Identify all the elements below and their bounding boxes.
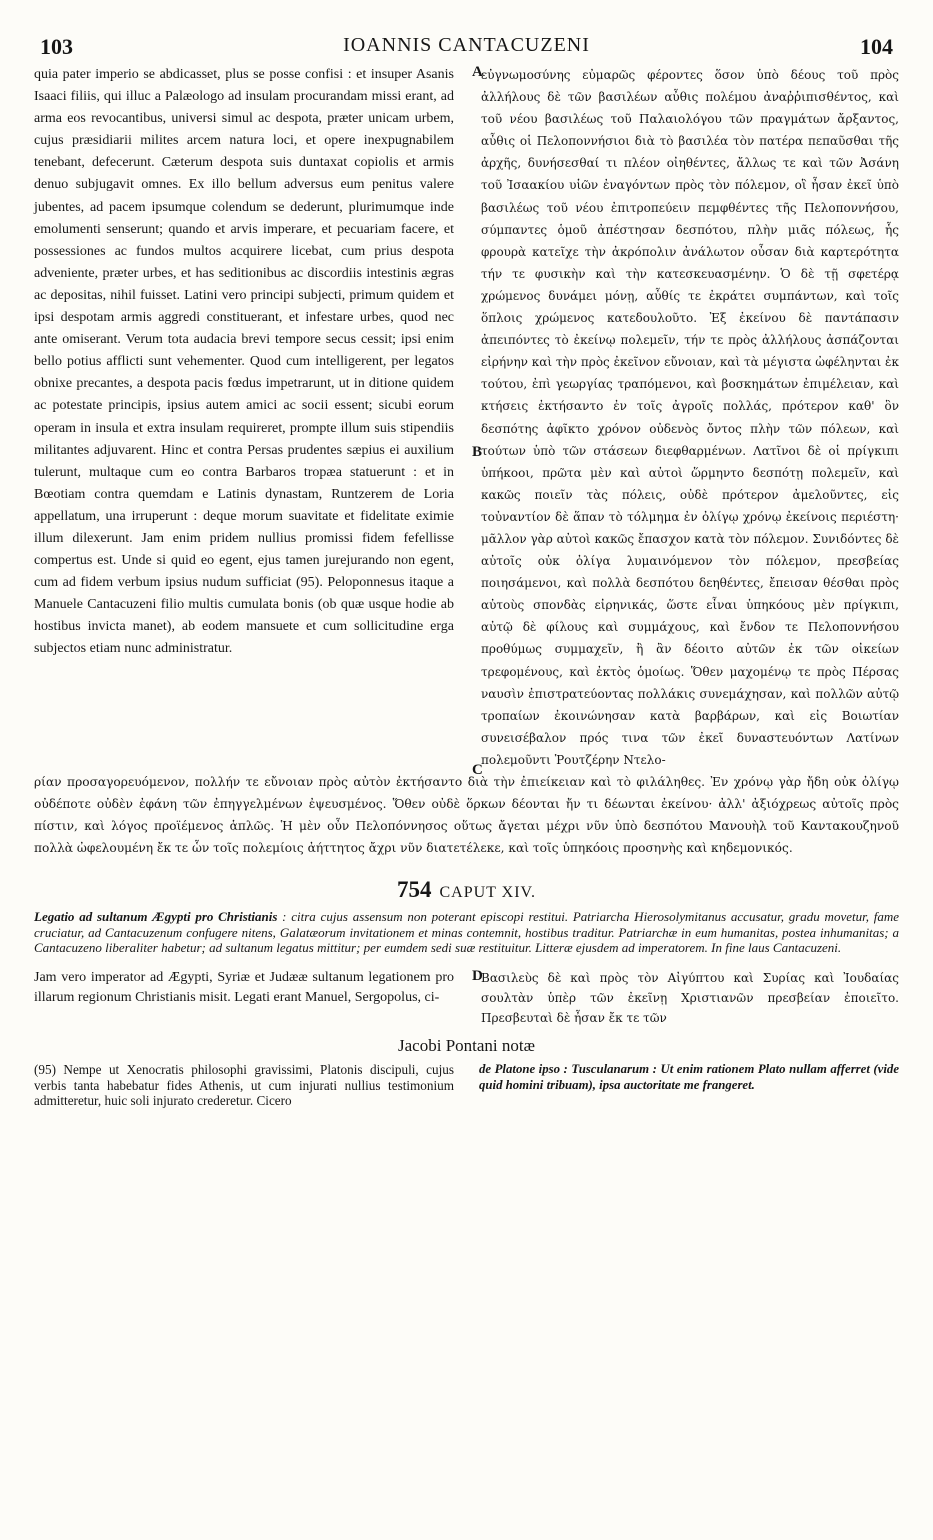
notes-title: Jacobi Pontani notæ — [398, 1035, 535, 1055]
greek-column-2 — [481, 968, 899, 1028]
latin-column-2 — [34, 968, 454, 1028]
left-page-number: 103 — [40, 34, 73, 59]
greek-full-text: ρίαν προσαγορευόμενον, πολλήν τε εὔνοιαν πρὸς αὐτὸν ἐκτήσαντο διὰ τὴν ἐπιείκειαν καὶ τὸ φιλάληθες. Ἐν χρόνῳ γὰρ ἤδη οὐκ ὀλίγῳ οὐδέποτε οὐδὲν ἐφάνη τῶν ἐπηγγελμένων ἐψευσμένος. Ὅθεν οὐδὲ ὅρκων δέονται ἤν τι δέωνται ἐκείνου· ἀλλ' ἀξιόχρεως αὐτοῖς πρὸς πίστιν, καὶ λόγος προϊέμενος ἁπλῶς. Ἡ μὲν οὖν Πελοπόννησος οὕτως ἄγεται μέχρι νῦν ὑπὸ δεσπότου Μανουὴλ τοῦ Καντακουζηνοῦ πολλὰ ὠφελουμένη ἔκ τε ὧν τοῖς πολεμίοις ἀήττητος ἄχρι νῦν διατετέλεκε, καὶ τοῖς ὑπηκόοις προσηνὴς καὶ κηδεμονικός. — [34, 775, 899, 855]
right-page-number: 104 — [860, 34, 893, 59]
margin-letter-b: B — [472, 444, 483, 460]
greek-full-width — [34, 771, 899, 859]
summary-text: : citra cujus assensum non poterant episcopi restitui. Patriarcha Hierosolymitanus accusatur, gradu movetur, fame cruciatur, ad Cantacuzenum confugere nitens, Galatæorum invitationem et minas contemnit, hostibus traditur. Patriarchæ in eum humanitas, postea inhumanitas; a Cantacuzeno liberaliter habetur; ad sultanum legatus mittitur; per eumdem sedi suæ restituitur. Litteræ ejusdem ad imperatorem. In fine laus Cantacuzeni. — [34, 909, 899, 956]
notes-right-text: de Platone ipso : Tusculanarum : Ut enim rationem Plato nullam afferret (vide quid homini tribuam), ipsa auctoritate me frangeret. — [479, 1061, 899, 1092]
greek-column — [481, 64, 899, 771]
margin-letter-a: A — [472, 64, 483, 80]
notes-columns — [34, 1062, 899, 1109]
chapter-heading — [34, 877, 899, 903]
latin-text-2: Jam vero imperator ad Ægypti, Syriæ et Judææ sultanum legationem pro illarum regionum Christianis misit. Legati erant Manuel, Sergopolus, ci- — [34, 969, 454, 1005]
notes-left — [34, 1062, 454, 1109]
notes-right — [479, 1062, 899, 1109]
latin-text: quia pater imperio se abdicasset, plus se posse confisi : et insuper Asanis Isaaci filiis, qui illuc a Palæologo ad insulam procurandam missi erant, ad arma eos revocantibus, universi simul ac despota, præter unicam urbem, cujus præsidiarii milites arcem natura loci, et opere inexpugnabilem tenebant, defecerunt. Cæterum despota suis duntaxat copiolis et armis denuo subjugavit omnes. Ex illo bellum adversus eum penitus valere jubentes, ad pacem ipsumque colendum se dederunt, plurimumque inde emolumenti senserunt; quando et arvis imperare, et pecuariam facere, et possessiones ac fundos multos acquirere licebat, cum prius despota adveniente, præter urbes, et has seditionibus ac discordiis intestinis ægras ac depositas, nihil fuisset. Latini vero principi subjecti, primum quidem et ipsi despotam armis aggredi constituerant, et infestare urbes, quod nec ante omiserant. Verum tota audacia brevi tempore secus cessit; ipsi enim bello potius afflicti sunt vehementer. Quod cum intelligerent, per legatos obnixe precantes, a despota pacis fœdus impetrarunt, ut in ditione quidem ac potestate principis, ipsius autem amici ac socii essent; sicubi eorum operam in insula et extra insulam requireret, prompte illum suis stipendiis militantes adjuvarent. Hinc et contra Persas prudentes sæpius ei auxilium tulerunt, multaque cum eo contra Barbaros tropæa statuerunt : et in Bœotiam contra quemdam e Latinis dynastam, Runtzerem de Loria appellatum, una irruperunt : deque morum suavitate et fidelitate eximie illum dilexerunt. Jam enim pridem nullius promissi fidem fefellisse compertus est. Unde si quid eo egent, ejus tamen jurejurando non egent, cum ad fidem verbum ipsius nudum sufficiat (95). Peloponnesus itaque a Manuele Cantacuzeni filio multis cumulata bonis (ob quæ usque hodie ab hostibus invicta manet), ab eodem mansuete et cum sollicitudine erga subjectos etiam nunc administratur. — [34, 67, 454, 657]
greek-text-2: Βασιλεὺς δὲ καὶ πρὸς τὸν Αἰγύπτου καὶ Συρίας καὶ Ἰουδαίας σουλτὰν ὑπὲρ τῶν ἐκεῖνῃ Χριστιανῶν πρεσβείαν ἐποιεῖτο. Πρεσβευταὶ δὲ ἦσαν ἔκ τε τῶν — [481, 970, 899, 1025]
margin-letter-d: D — [472, 967, 483, 984]
chapter-number: 754 — [396, 877, 432, 902]
running-title: IOANNIS CANTACUZENI — [343, 34, 590, 56]
notes-left-text: (95) Nempe ut Xenocratis philosophi gravissimi, Platonis discipuli, cujus verbis tanta habebatur fides Athenis, ut cum injurati nullius testimonium admitteretur, huic soli injurato crederetur. Cicero — [34, 1061, 454, 1109]
latin-column — [34, 64, 454, 771]
running-header — [34, 34, 899, 64]
main-columns — [34, 64, 899, 778]
chapter-columns — [34, 968, 899, 1028]
chapter-label: CAPUT XIV. — [439, 884, 537, 901]
margin-letter-c: C — [472, 762, 483, 778]
summary-lead: Legatio ad sultanum Ægypti pro Christianis — [34, 909, 278, 924]
chapter-summary — [34, 909, 899, 956]
greek-text: εὐγνωμοσύνης εὐμαρῶς φέροντες ὅσον ὑπὸ δέους τοῦ πρὸς ἀλλήλους δὲ τῶν βασιλέων αὖθις πολέμου ἀναῤῥιπισθέντος, καὶ τοῦ νέου βασιλέως τοῦ Παλαιολόγου τῶν πραγμάτων ἄρξαντος, αὖθις οἱ Πελοποννήσιοι διὰ τὸ βασιλέα τὸν πατέρα πεπαῦσθαι τῆς ἀρχῆς, δυνήσεσθαί τι πλέον οἰηθέντες, ἄλλως τε καὶ τῶν Ἀσάνη τοῦ Ἰσαακίου υἱῶν ἐναγόντων πρὸς τὸν πόλεμον, οἳ ἦσαν ἐκεῖ ὑπὸ βασιλέως τοῦ νέου ἐπιτροπεύειν πεμφθέντες τῆς Πελοποννήσου, σύμπαντες ὁμοῦ ἀπέστησαν δεσπότου, πλὴν μιᾶς πόλεως, ἧς φρουρὰ κατεῖχε τὴν ἀκρόπολιν ἀνάλωτον οὖσαν διὰ καρτερότητα τήν τε φυσικὴν καὶ τὴν κατεσκευασμένην. Ὁ δὲ τῇ σφετέρᾳ χρώμενος δυνάμει μόνῃ, αὖθίς τε ἐκράτει συμπάντων, καὶ τοῖς ὅπλοις χρώμενος κατεδουλοῦτο. Ἐξ ἐκείνου δὲ παντάπασιν ἀπειπόντες τὸ ἐκείνῳ πολεμεῖν, τήν τε πρὸς ἀλλήλους ἀσπάζονται εἰρήνην καὶ τὴν πρὸς ἐκεῖνον εὔνοιαν, καὶ τὰ μέγιστα ὠφέληνται ἐκ τούτου, ἐπὶ γεωργίας τραπόμενοι, καὶ βοσκημάτων ἐπιμέλειαν, καὶ κτήσεις ἐκτήσαντο ἐν τοῖς ἀγροῖς πολλάς, πρότερον καθ' ὃν δεσπότης ἀφῖκτο χρόνον οὐδενὸς ὄντος πλὴν τῶν πόλεων, καὶ τούτων ὑπὸ τῶν στάσεων διεφθαρμένων. Λατῖνοι δὲ οἱ πρίγκιπι ὑπήκοοι, πρῶτα μὲν καὶ αὐτοὶ ὥρμηντο δεσπότῃ πολεμεῖν, καὶ κακῶς ποιεῖν τὰς πόλεις, οὐδὲ πρότερον ἀμελοῦντες, εἰς τοὐναντίον δὲ ἅπαν τὸ τόλμημα ἐν ὀλίγῳ χρόνῳ ἐκείνοις περιέστη· μᾶλλον γὰρ αὐτοὶ κακῶς ἔπασχον κατὰ τὸν πόλεμον. Συνιδόντες δὲ αὐτοῖς οὐκ ὀλίγα λυμαινόμενον τὸν πόλεμον, πρεσβείας ποιησάμενοι, καὶ πολλὰ δεσπότου δεηθέντες, ἔπεισαν θέσθαι πρὸς αὐτοὺς σπονδὰς εἰρηνικάς, ὥστε εἶναι ὑπηκόους μὲν πρίγκιπι, αὐτῷ δὲ φίλους καὶ συμμάχους, καὶ ἔνδον τε Πελοποννήσου προθύμως συμμαχεῖν, ἢ ἂν δέοιτο αὐτῶν ἐκ τῶν οἰκείων τρεφομένους, καὶ ἐκτὸς ὁμοίως. Ὅθεν μαχομένῳ τε πρὸς Πέρσας ναυσὶν ἐπιστρατεύοντας πολλάκις συνεμάχησαν, καὶ πολλῶν αὐτῷ τροπαίων ἐκοινώνησαν κατὰ βαρβάρων, καὶ εἰς Βοιωτίαν συνεισέβαλον πρός τινα τῶν ἐκεῖ δυναστευόντων Λατίνων πολεμοῦντι Ῥουτζέρην Ντελο- — [481, 68, 899, 767]
